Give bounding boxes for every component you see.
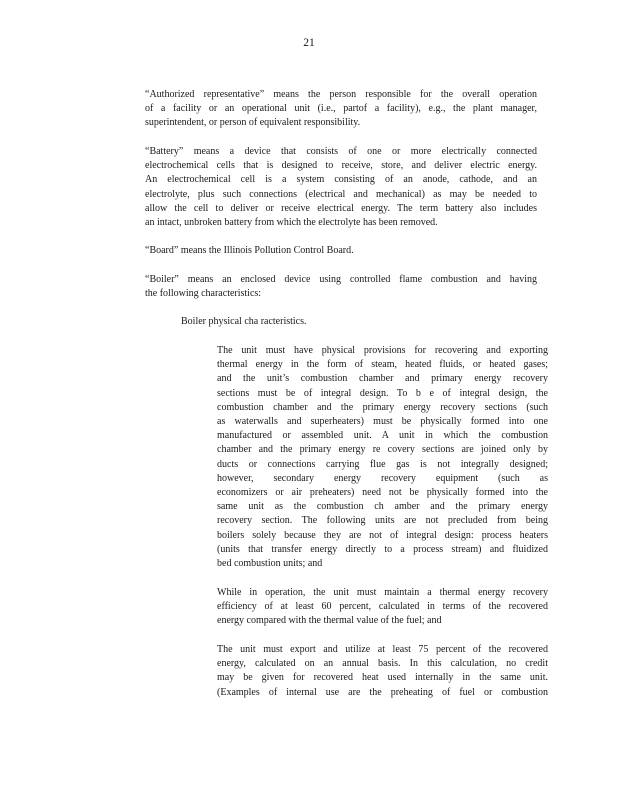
definition-boiler <box>145 273 537 301</box>
characteristic-physical-provisions <box>217 344 548 571</box>
text-line: as waterwalls and superheaters) must be physically formed into one <box>217 416 548 428</box>
text-line: and the unit’s combustion chamber and primary energy recovery <box>217 373 548 385</box>
text-line: the following characteristics: <box>145 288 262 300</box>
text-line: sections must be of integral design. To b e of integral design, the <box>217 387 548 399</box>
text-line: “Boiler” means an enclosed device using controlled flame combustion and having <box>145 274 537 285</box>
characteristic-export-energy <box>217 643 548 700</box>
text-line: bed combustion units; and <box>217 558 323 570</box>
text-line: manufactured or assembled unit. A unit in which the combustion <box>217 430 548 442</box>
text-line: While in operation, the unit must maintain a thermal energy recovery <box>217 587 548 598</box>
definition-battery <box>145 145 537 230</box>
text-line: An electrochemical cell is a system consisting of an anode, cathode, and an <box>145 174 537 186</box>
text-line: may be given for recovered heat used internally in the same unit. <box>217 672 548 684</box>
text-line: thermal energy in the form of steam, heated fluids, or heated gases; <box>217 359 548 371</box>
text-line: The unit must have physical provisions for recovering and exporting <box>217 345 548 356</box>
text-line: Boiler physical cha racteristics. <box>181 316 307 327</box>
characteristic-recovery-efficiency <box>217 586 548 629</box>
text-line: an intact, unbroken battery from which the electrolyte has been removed. <box>145 217 438 229</box>
text-line: chamber and the primary energy re covery sections are joined only by <box>217 444 548 456</box>
text-line: “Authorized representative” means the person responsible for the overall operation <box>145 89 537 100</box>
text-line: “Board” means the Illinois Pollution Control Board. <box>145 245 354 256</box>
text-line: electrolyte, plus such connections (electrical and mechanical) as may be needed to <box>145 188 537 200</box>
text-line: energy compared with the thermal value of the fuel; and <box>217 615 442 627</box>
subheading-boiler-physical-characteristics <box>181 315 541 329</box>
text-line: economizers or air preheaters) need not be physically formed into the <box>217 487 548 499</box>
text-line: (units that transfer energy directly to a process stream) and fluidized <box>217 543 548 555</box>
text-line: same unit as the combustion ch amber and the primary energy <box>217 501 548 513</box>
text-line: recovery section. The following units are not precluded from being <box>217 515 548 527</box>
text-line: boilers solely because they are not of integral design: process heaters <box>217 529 548 541</box>
text-line: energy, calculated on an annual basis. In this calculation, no credit <box>217 658 548 670</box>
text-line: allow the cell to deliver or receive electrical energy. The term battery also includes <box>145 202 537 214</box>
text-line: however, secondary energy recovery equipment (such as <box>217 472 548 484</box>
text-line: efficiency of at least 60 percent, calculated in terms of the recovered <box>217 601 548 613</box>
text-line: “Battery” means a device that consists of one or more electrically connected <box>145 146 537 157</box>
text-line: The unit must export and utilize at least 75 percent of the recovered <box>217 644 548 655</box>
page-number: 21 <box>303 37 315 49</box>
text-line: combustion chamber and the primary energy recovery sections (such <box>217 401 548 413</box>
definition-authorized-representative <box>145 88 537 131</box>
text-line: electrochemical cells that is designed to receive, store, and deliver electric energy. <box>145 160 537 172</box>
text-line: (Examples of internal use are the preheating of fuel or combustion <box>217 686 548 698</box>
text-line: of a facility or an operational unit (i.e., partof a facility), e.g., the plant manager, <box>145 103 537 115</box>
text-line: ducts or connections carrying flue gas is not integrally designed; <box>217 458 548 470</box>
definition-board <box>145 244 537 258</box>
text-line: superintendent, or person of equivalent responsibility. <box>145 117 361 129</box>
